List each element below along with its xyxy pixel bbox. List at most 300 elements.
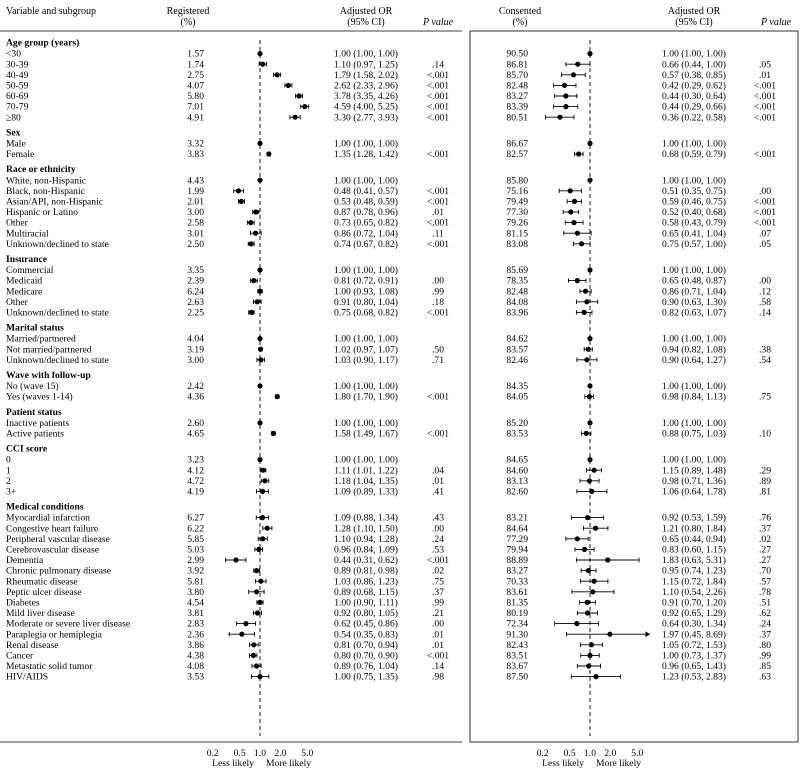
consented-rate: 72.34: [506, 618, 528, 630]
registered-p-value: <.001: [426, 238, 450, 250]
row-label: Mild liver disease: [6, 608, 75, 620]
row-label: Other: [6, 296, 28, 308]
consented-p-value: .01: [759, 69, 771, 81]
consented-adjusted-or: 0.65 (0.48, 0.87): [662, 275, 726, 287]
registered-adjusted-or: 1.35 (1.28, 1.42): [334, 149, 398, 161]
point-estimate: [576, 151, 581, 156]
consented-adjusted-or: 1.06 (0.64, 1.78): [662, 486, 726, 498]
registered-p-value: .04: [432, 465, 444, 477]
consented-adjusted-or: 1.15 (0.89, 1.48): [662, 465, 726, 477]
consented-rate: 83.21: [506, 512, 528, 524]
registered-p-value: .24: [432, 533, 444, 545]
point-estimate: [258, 347, 263, 352]
point-estimate: [575, 278, 580, 283]
registered-adjusted-or: 4.59 (4.00, 5.25): [334, 101, 398, 113]
row-label: 70-79: [6, 101, 29, 113]
registered-rate: 3.92: [187, 565, 204, 577]
point-estimate: [266, 151, 271, 156]
registered-adjusted-or: 1.10 (0.97, 1.25): [334, 59, 398, 71]
consented-p-value: <.001: [753, 217, 777, 229]
header-variable: Variable and subgroup: [6, 6, 96, 17]
point-estimate: [585, 515, 590, 520]
point-estimate: [590, 589, 595, 594]
point-estimate: [296, 93, 301, 98]
point-estimate: [571, 220, 576, 225]
registered-rate: 6.22: [187, 523, 204, 535]
registered-rate: 3.81: [187, 608, 204, 620]
row-label: Paraplegia or hemiplegia: [6, 629, 102, 641]
row-label: 0: [6, 454, 11, 466]
registered-adjusted-or: 1.00 (1.00, 1.00): [334, 381, 398, 393]
row-label: Renal disease: [6, 639, 59, 651]
registered-rate: 4.04: [187, 333, 204, 345]
point-estimate: [239, 632, 244, 637]
point-estimate: [254, 589, 259, 594]
registered-p-value: .50: [432, 344, 444, 356]
registered-p-value: .14: [432, 661, 444, 673]
consented-adjusted-or: 1.00 (1.00, 1.00): [662, 48, 726, 60]
row-label: Male: [6, 138, 26, 150]
registered-adjusted-or: 1.18 (1.04, 1.35): [334, 475, 398, 487]
registered-p-value: .11: [432, 228, 444, 240]
consented-rate: 83.27: [506, 91, 528, 103]
row-label: 1: [6, 465, 11, 477]
point-estimate: [607, 632, 612, 637]
consented-p-value: .62: [759, 608, 771, 620]
consented-adjusted-or: 0.92 (0.65, 1.29): [662, 608, 726, 620]
registered-rate: 2.42: [187, 381, 204, 393]
consented-adjusted-or: 1.21 (0.80, 1.84): [662, 523, 726, 535]
registered-adjusted-or: 0.73 (0.65, 0.82): [334, 217, 398, 229]
consented-adjusted-or: 0.90 (0.64, 1.27): [662, 354, 726, 366]
point-estimate: [258, 579, 263, 584]
x-tick-label: 0.2: [206, 748, 219, 759]
registered-rate: 5.80: [187, 91, 204, 103]
registered-p-value: <.001: [426, 196, 450, 208]
consented-adjusted-or: 0.57 (0.38, 0.85): [662, 69, 726, 81]
consented-rate: 82.57: [506, 149, 528, 161]
header-ci-consented: (95% CI): [675, 17, 713, 28]
consented-adjusted-or: 0.82 (0.63, 1.07): [662, 307, 726, 319]
consented-rate: 77.29: [506, 533, 528, 545]
consented-rate: 78.35: [506, 275, 528, 287]
section-title: Insurance: [6, 254, 48, 265]
registered-rate: 6.27: [187, 512, 204, 524]
registered-adjusted-or: 1.80 (1.70, 1.90): [334, 391, 398, 403]
point-estimate: [593, 526, 598, 531]
registered-rate: 2.50: [187, 238, 204, 250]
registered-p-value: <.001: [426, 112, 450, 124]
section-title: Race or ethnicity: [6, 164, 76, 176]
consented-rate: 87.50: [506, 671, 528, 683]
section-title: Medical conditions: [6, 501, 84, 513]
registered-adjusted-or: 1.02 (0.97, 1.07): [334, 344, 398, 356]
registered-adjusted-or: 0.87 (0.78, 0.96): [334, 207, 398, 219]
point-estimate: [586, 663, 591, 668]
point-estimate: [251, 653, 256, 658]
consented-adjusted-or: 1.97 (0.45, 8.69): [662, 629, 726, 641]
registered-rate: 2.60: [187, 417, 204, 429]
point-estimate: [571, 72, 576, 77]
registered-p-value: .02: [432, 565, 444, 577]
consented-rate: 84.65: [506, 454, 528, 466]
registered-adjusted-or: 1.00 (1.00, 1.00): [334, 333, 398, 345]
consented-rate: 82.48: [506, 80, 528, 92]
point-estimate: [583, 289, 588, 294]
registered-p-value: <.001: [426, 391, 450, 403]
consented-rate: 80.51: [506, 112, 528, 124]
consented-rate: 84.60: [506, 465, 528, 477]
row-label: Diabetes: [6, 597, 40, 609]
consented-rate: 84.62: [506, 333, 528, 345]
header-registered-unit: (%): [180, 17, 196, 28]
consented-adjusted-or: 0.91 (0.70, 1.20): [662, 597, 726, 609]
consented-rate: 85.20: [506, 417, 528, 429]
consented-p-value: .38: [759, 344, 771, 356]
row-label: Married/partnered: [6, 333, 76, 345]
consented-p-value: <.001: [753, 207, 777, 219]
row-label: Cancer: [6, 650, 34, 662]
row-label: ≥80: [6, 112, 21, 124]
registered-p-value: .01: [432, 475, 444, 487]
consented-rate: 79.94: [506, 544, 528, 556]
point-estimate: [260, 536, 265, 541]
point-estimate: [572, 199, 577, 204]
consented-rate: 83.61: [506, 586, 528, 598]
row-label: Unknown/declined to state: [6, 238, 109, 250]
point-estimate: [260, 62, 265, 67]
registered-rate: 7.01: [187, 101, 204, 113]
less-likely-label: Less likely: [212, 758, 254, 769]
consented-p-value: .51: [759, 597, 771, 609]
consented-p-value: .70: [759, 565, 771, 577]
registered-rate: 4.08: [187, 661, 204, 673]
consented-rate: 85.69: [506, 265, 528, 277]
header-p-value-registered: P value: [422, 17, 454, 28]
registered-rate: 2.36: [187, 629, 204, 641]
point-estimate: [574, 621, 579, 626]
x-tick-label: 5.0: [301, 748, 314, 759]
registered-rate: 4.54: [187, 597, 204, 609]
registered-rate: 4.07: [187, 80, 204, 92]
row-label: Medicaid: [6, 275, 43, 287]
registered-adjusted-or: 1.03 (0.86, 1.23): [334, 576, 398, 588]
consented-p-value: .14: [759, 307, 771, 319]
registered-p-value: <.001: [426, 307, 450, 319]
consented-rate: 83.57: [506, 344, 528, 356]
registered-rate: 6.24: [187, 286, 204, 298]
consented-rate: 82.46: [506, 354, 528, 366]
consented-adjusted-or: 0.36 (0.22, 0.58): [662, 112, 726, 124]
consented-adjusted-or: 1.15 (0.72, 1.84): [662, 576, 726, 588]
registered-p-value: .75: [432, 576, 444, 588]
registered-adjusted-or: 1.00 (0.90, 1.11): [334, 597, 398, 609]
point-estimate: [575, 231, 580, 236]
registered-p-value: .00: [432, 275, 444, 287]
consented-p-value: .00: [759, 185, 771, 197]
point-estimate: [258, 357, 263, 362]
consented-adjusted-or: 0.90 (0.63, 1.30): [662, 296, 726, 308]
consented-rate: 79.49: [506, 196, 528, 208]
row-label: 50-59: [6, 80, 29, 92]
row-label: <30: [6, 48, 22, 60]
registered-p-value: .18: [432, 296, 444, 308]
section-title: CCI score: [6, 443, 48, 455]
point-estimate: [248, 220, 253, 225]
registered-adjusted-or: 1.58 (1.49, 1.67): [334, 428, 398, 440]
consented-rate: 80.19: [506, 608, 528, 620]
point-estimate: [585, 610, 590, 615]
registered-rate: 3.00: [187, 354, 204, 366]
point-estimate: [239, 199, 244, 204]
consented-p-value: <.001: [753, 112, 777, 124]
registered-p-value: .99: [432, 286, 444, 298]
registered-p-value: .53: [432, 544, 444, 556]
ci-arrow-clipped: [646, 631, 651, 637]
consented-adjusted-or: 1.00 (1.00, 1.00): [662, 138, 726, 150]
registered-p-value: .00: [432, 523, 444, 535]
consented-adjusted-or: 0.75 (0.57, 1.00): [662, 238, 726, 250]
registered-adjusted-or: 1.00 (0.75, 1.35): [334, 671, 398, 683]
point-estimate: [255, 610, 260, 615]
consented-adjusted-or: 0.95 (0.74, 1.23): [662, 565, 726, 577]
registered-adjusted-or: 1.79 (1.58, 2.02): [334, 69, 398, 81]
registered-rate: 5.85: [187, 533, 204, 545]
consented-adjusted-or: 0.96 (0.65, 1.43): [662, 661, 726, 673]
consented-adjusted-or: 0.44 (0.29, 0.66): [662, 101, 726, 113]
point-estimate: [262, 478, 267, 483]
consented-rate: 75.16: [506, 185, 528, 197]
registered-rate: 2.58: [187, 217, 204, 229]
registered-adjusted-or: 1.00 (1.00, 1.00): [334, 265, 398, 277]
consented-p-value: .37: [759, 629, 771, 641]
registered-p-value: <.001: [426, 91, 450, 103]
consented-p-value: .05: [759, 59, 771, 71]
row-label: Not married/partnered: [6, 344, 92, 356]
consented-adjusted-or: 1.00 (1.00, 1.00): [662, 417, 726, 429]
consented-rate: 84.05: [506, 391, 528, 403]
row-label: Other: [6, 217, 28, 229]
consented-rate: 83.27: [506, 565, 528, 577]
consented-p-value: .75: [759, 391, 771, 403]
consented-p-value: .54: [759, 354, 771, 366]
consented-adjusted-or: 0.65 (0.44, 0.94): [662, 533, 726, 545]
less-likely-label: Less likely: [542, 758, 584, 769]
consented-adjusted-or: 1.23 (0.53, 2.83): [662, 671, 726, 683]
section-title: Marital status: [6, 322, 64, 334]
point-estimate: [265, 526, 270, 531]
registered-rate: 2.39: [187, 275, 204, 287]
consented-p-value: <.001: [753, 149, 777, 161]
registered-rate: 4.12: [187, 465, 204, 477]
consented-adjusted-or: 0.44 (0.30, 0.64): [662, 91, 726, 103]
registered-rate: 3.53: [187, 671, 204, 683]
consented-p-value: .24: [759, 618, 771, 630]
consented-adjusted-or: 1.10 (0.54, 2.26): [662, 586, 726, 598]
consented-rate: 88.89: [506, 555, 528, 567]
registered-rate: 3.35: [187, 265, 204, 277]
consented-rate: 70.33: [506, 576, 528, 588]
registered-rate: 4.43: [187, 175, 204, 187]
consented-adjusted-or: 0.68 (0.59, 0.79): [662, 149, 726, 161]
row-label: No (wave 15): [6, 381, 59, 393]
registered-adjusted-or: 0.91 (0.80, 1.04): [334, 296, 398, 308]
registered-rate: 1.74: [187, 59, 204, 71]
consented-p-value: .12: [759, 286, 771, 298]
consented-rate: 84.35: [506, 381, 528, 393]
row-label: Medicare: [6, 286, 43, 298]
registered-p-value: .01: [432, 207, 444, 219]
x-tick-label: 0.5: [563, 748, 576, 759]
consented-p-value: .02: [759, 533, 771, 545]
point-estimate: [271, 431, 276, 436]
row-label: Moderate or severe liver disease: [6, 618, 131, 630]
consented-p-value: .37: [759, 523, 771, 535]
registered-rate: 4.91: [187, 112, 204, 124]
consented-rate: 86.67: [506, 138, 528, 150]
consented-adjusted-or: 0.52 (0.40, 0.68): [662, 207, 726, 219]
row-label: 60-69: [6, 91, 29, 103]
point-estimate: [251, 278, 256, 283]
registered-rate: 3.19: [187, 344, 204, 356]
registered-adjusted-or: 1.11 (1.01, 1.22): [334, 465, 398, 477]
x-tick-label: 0.2: [536, 748, 549, 759]
point-estimate: [260, 468, 265, 473]
consented-rate: 83.53: [506, 428, 528, 440]
registered-rate: 3.23: [187, 454, 204, 466]
point-estimate: [557, 115, 562, 120]
point-estimate: [587, 394, 592, 399]
registered-rate: 3.32: [187, 138, 204, 150]
registered-p-value: .41: [432, 486, 444, 498]
header-ci-registered: (95% CI): [347, 17, 385, 28]
row-label: 40-49: [6, 69, 29, 81]
registered-adjusted-or: 1.00 (1.00, 1.00): [334, 175, 398, 187]
registered-adjusted-or: 1.09 (0.89, 1.33): [334, 486, 398, 498]
header-consented-unit: (%): [512, 17, 528, 28]
row-label: Female: [6, 149, 35, 161]
registered-rate: 2.63: [187, 296, 204, 308]
point-estimate: [302, 104, 307, 109]
consented-adjusted-or: 1.05 (0.72, 1.53): [662, 639, 726, 651]
row-label: Active patients: [6, 428, 64, 440]
consented-p-value: .00: [759, 275, 771, 287]
row-label: Black, non-Hispanic: [6, 185, 85, 197]
x-tick-label: 1.0: [254, 748, 266, 759]
row-label: HIV/AIDS: [6, 671, 49, 683]
consented-adjusted-or: 1.00 (1.00, 1.00): [662, 381, 726, 393]
registered-adjusted-or: 0.74 (0.67, 0.82): [334, 238, 398, 250]
registered-adjusted-or: 0.81 (0.72, 0.91): [334, 275, 398, 287]
registered-rate: 2.25: [187, 307, 204, 319]
row-label: Asian/API, non-Hispanic: [6, 196, 103, 208]
point-estimate: [260, 489, 265, 494]
consented-rate: 83.96: [506, 307, 528, 319]
registered-adjusted-or: 0.81 (0.70, 0.94): [334, 639, 398, 651]
consented-adjusted-or: 1.00 (1.00, 1.00): [662, 333, 726, 345]
registered-rate: 3.01: [187, 228, 204, 240]
row-label: Yes (waves 1-14): [6, 391, 73, 403]
registered-adjusted-or: 0.89 (0.81, 0.98): [334, 565, 398, 577]
registered-adjusted-or: 0.89 (0.68, 1.15): [334, 586, 398, 598]
consented-p-value: .99: [759, 650, 771, 662]
row-label: Peripheral vascular disease: [6, 533, 110, 545]
section-title: Age group (years): [6, 37, 80, 49]
consented-p-value: .63: [759, 671, 771, 683]
registered-rate: 1.99: [187, 185, 204, 197]
point-estimate: [562, 83, 567, 88]
row-label: Chronic pulmonary disease: [6, 565, 111, 577]
consented-rate: 84.64: [506, 523, 528, 535]
registered-rate: 5.03: [187, 544, 204, 556]
registered-adjusted-or: 3.30 (2.77, 3.93): [334, 112, 398, 124]
registered-p-value: .98: [432, 671, 444, 683]
point-estimate: [605, 557, 610, 562]
consented-rate: 90.50: [506, 48, 528, 60]
consented-rate: 85.80: [506, 175, 528, 187]
consented-adjusted-or: 1.00 (1.00, 1.00): [662, 454, 726, 466]
row-label: Peptic ulcer disease: [6, 586, 82, 598]
registered-p-value: .71: [432, 354, 444, 366]
x-tick-label: 5.0: [631, 748, 644, 759]
registered-p-value: .01: [432, 629, 444, 641]
point-estimate: [275, 72, 280, 77]
consented-rate: 82.43: [506, 639, 528, 651]
consented-rate: 79.26: [506, 217, 528, 229]
point-estimate: [255, 299, 260, 304]
registered-p-value: <.001: [426, 149, 450, 161]
consented-p-value: .10: [759, 428, 771, 440]
row-label: Inactive patients: [6, 417, 70, 429]
registered-p-value: .37: [432, 586, 444, 598]
point-estimate: [249, 241, 254, 246]
point-estimate: [256, 547, 261, 552]
section-title: Patient status: [6, 406, 62, 418]
point-estimate: [592, 468, 597, 473]
consented-p-value: .27: [759, 555, 771, 567]
registered-adjusted-or: 1.00 (1.00, 1.00): [334, 48, 398, 60]
registered-rate: 2.99: [187, 555, 204, 567]
registered-p-value: <.001: [426, 217, 450, 229]
consented-p-value: .85: [759, 661, 771, 673]
more-likely-label: More likely: [266, 758, 312, 769]
point-estimate: [275, 394, 280, 399]
registered-adjusted-or: 1.00 (1.00, 1.00): [334, 138, 398, 150]
registered-p-value: <.001: [426, 555, 450, 567]
point-estimate: [575, 536, 580, 541]
consented-rate: 83.08: [506, 238, 528, 250]
consented-p-value: .80: [759, 639, 771, 651]
registered-adjusted-or: 1.10 (0.94, 1.28): [334, 533, 398, 545]
consented-p-value: <.001: [753, 91, 777, 103]
consented-rate: 86.81: [506, 59, 528, 71]
consented-adjusted-or: 0.83 (0.60, 1.15): [662, 544, 726, 556]
registered-rate: 3.83: [187, 149, 204, 161]
registered-p-value: <.001: [426, 185, 450, 197]
registered-rate: 3.86: [187, 639, 204, 651]
point-estimate: [243, 621, 248, 626]
point-estimate: [563, 104, 568, 109]
point-estimate: [251, 642, 256, 647]
point-estimate: [568, 209, 573, 214]
consented-rate: 82.60: [506, 486, 528, 498]
consented-adjusted-or: 0.42 (0.29, 0.62): [662, 80, 726, 92]
registered-adjusted-or: 0.89 (0.76, 1.04): [334, 661, 398, 673]
consented-p-value: .29: [759, 465, 771, 477]
row-label: Multiracial: [6, 228, 49, 240]
header-registered: Registered: [166, 6, 210, 17]
consented-adjusted-or: 0.94 (0.82, 1.08): [662, 344, 726, 356]
